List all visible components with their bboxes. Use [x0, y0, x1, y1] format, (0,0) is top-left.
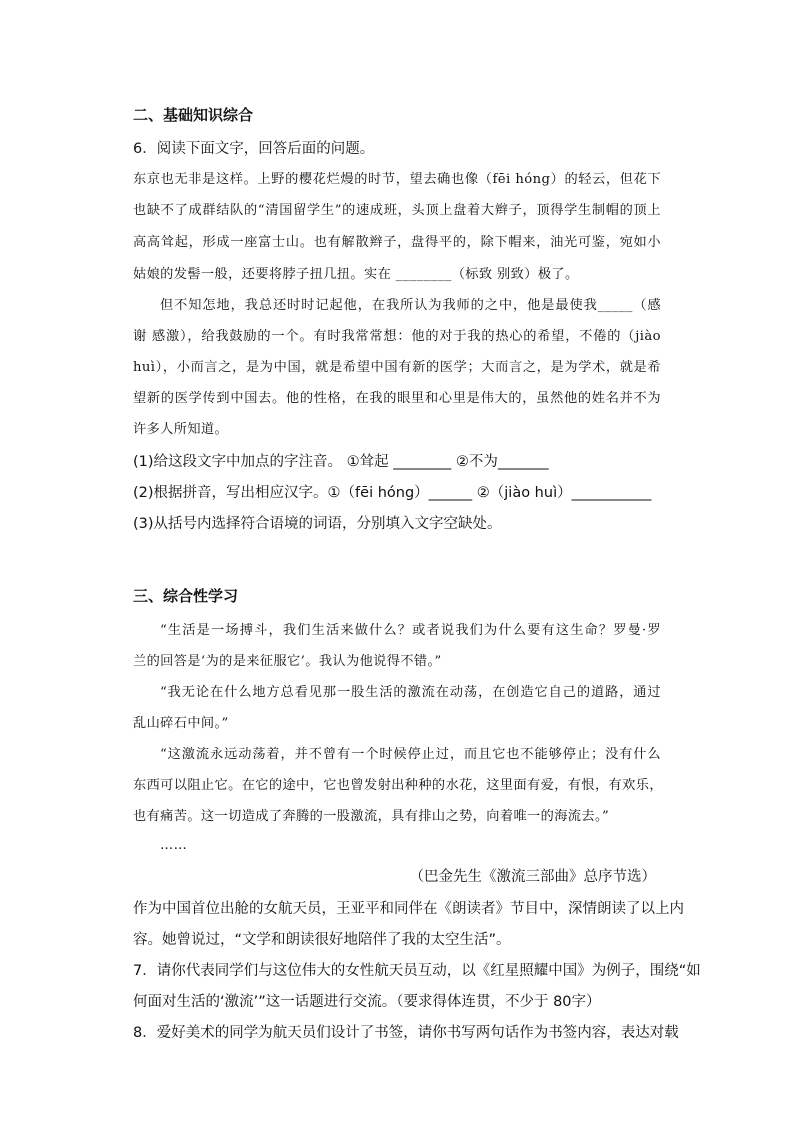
passage-1-line-1: 东京也无非是这样。上野的樱花烂熳的时节，望去确也像（fēi hóng）的轻云，但花下	[133, 172, 661, 187]
question-7-line-2: 何面对生活的‘激流’”这一话题进行交流。（要求得体连贯，不少于 80字）	[133, 994, 601, 1010]
quote-3-line-2: 东西可以阻止它。在它的途中，它也曾发射出种种的水花，这里面有爱，有恨，有欢乐，	[133, 778, 663, 793]
sub-question-1: (1)给这段文字中加点的字注音。 ①耸起 ________ ②不为_______	[133, 454, 549, 470]
sub-question-2: (2)根据拼音，写出相应汉字。①（fēi hóng）______ ②（jiào huì）___________	[133, 485, 652, 501]
quote-3-line-3: 也有痛苦。这一切造成了奔腾的一股激流，具有排山之势，向着唯一的海流去。”	[133, 809, 610, 824]
passage-1-line-2: 也缺不了成群结队的“清国留学生”的速成班，头顶上盘着大辫子，顶得学生制帽的顶上	[133, 203, 661, 218]
question-7-line-1: 7．请你代表同学们与这位伟大的女性航天员互动，以《红星照耀中国》为例子，围绕“如	[133, 963, 701, 979]
question-8-line-1: 8．爱好美术的同学为航天员们设计了书签，请你书写两句话作为书签内容，表达对载	[133, 1025, 679, 1041]
context-line-2: 容。她曾说过，“文学和朗读很好地陪伴了我的太空生活”。	[133, 932, 511, 948]
sub-question-3: (3)从括号内选择符合语境的词语，分别填入文字空缺处。	[133, 516, 502, 532]
quote-source: （巴金先生《激流三部曲》总序节选）	[409, 869, 656, 885]
quote-2-line-2: 乱山碎石中间。”	[133, 716, 229, 731]
passage-2-line-2: 谢 感激），给我鼓励的一个。有时我常常想：他的对于我的热心的希望，不倦的（jiào	[133, 329, 661, 344]
passage-2-line-3: huì），小而言之，是为中国，就是希望中国有新的医学；大而言之，是为学术，就是希	[133, 360, 661, 375]
passage-1-line-4: 姑娘的发髻一般，还要将脖子扭几扭。实在 ________（标致 别致）极了。	[133, 267, 579, 282]
quote-2-line-1: “我无论在什么地方总看见那一股生活的激流在动荡，在创造它自己的道路，通过	[160, 685, 661, 700]
passage-2-line-1: 但不知怎地，我总还时时记起他，在我所认为我师的之中，他是最使我_____（感	[160, 298, 661, 313]
passage-2-line-4: 望新的医学传到中国去。他的性格，在我的眼里和心里是伟大的，虽然他的姓名并不为	[133, 391, 661, 406]
ellipsis: ……	[160, 838, 188, 853]
quote-1-line-2: 兰的回答是‘为的是来征服它’。我认为他说得不错。”	[133, 654, 442, 669]
section-heading-comprehensive-study: 三、综合性学习	[133, 587, 239, 605]
quote-1-line-1: “生活是一场搏斗，我们生活来做什么？或者说我们为什么要有这生命？罗曼·罗	[160, 623, 661, 638]
passage-1-line-3: 高高耸起，形成一座富士山。也有解散辫子，盘得平的，除下帽来，油光可鉴，宛如小	[133, 235, 661, 250]
section-heading-basic-knowledge: 二、基础知识综合	[133, 106, 254, 124]
question-6-prompt: 6．阅读下面文字，回答后面的问题。	[133, 141, 375, 157]
quote-3-line-1: “这激流永远动荡着，并不曾有一个时候停止过，而且它也不能够停止；没有什么	[160, 747, 661, 762]
context-line-1: 作为中国首位出舱的女航天员，王亚平和同伴在《朗读者》节目中，深情朗读了以上内	[133, 901, 684, 917]
passage-2-line-5: 许多人所知道。	[133, 422, 229, 437]
